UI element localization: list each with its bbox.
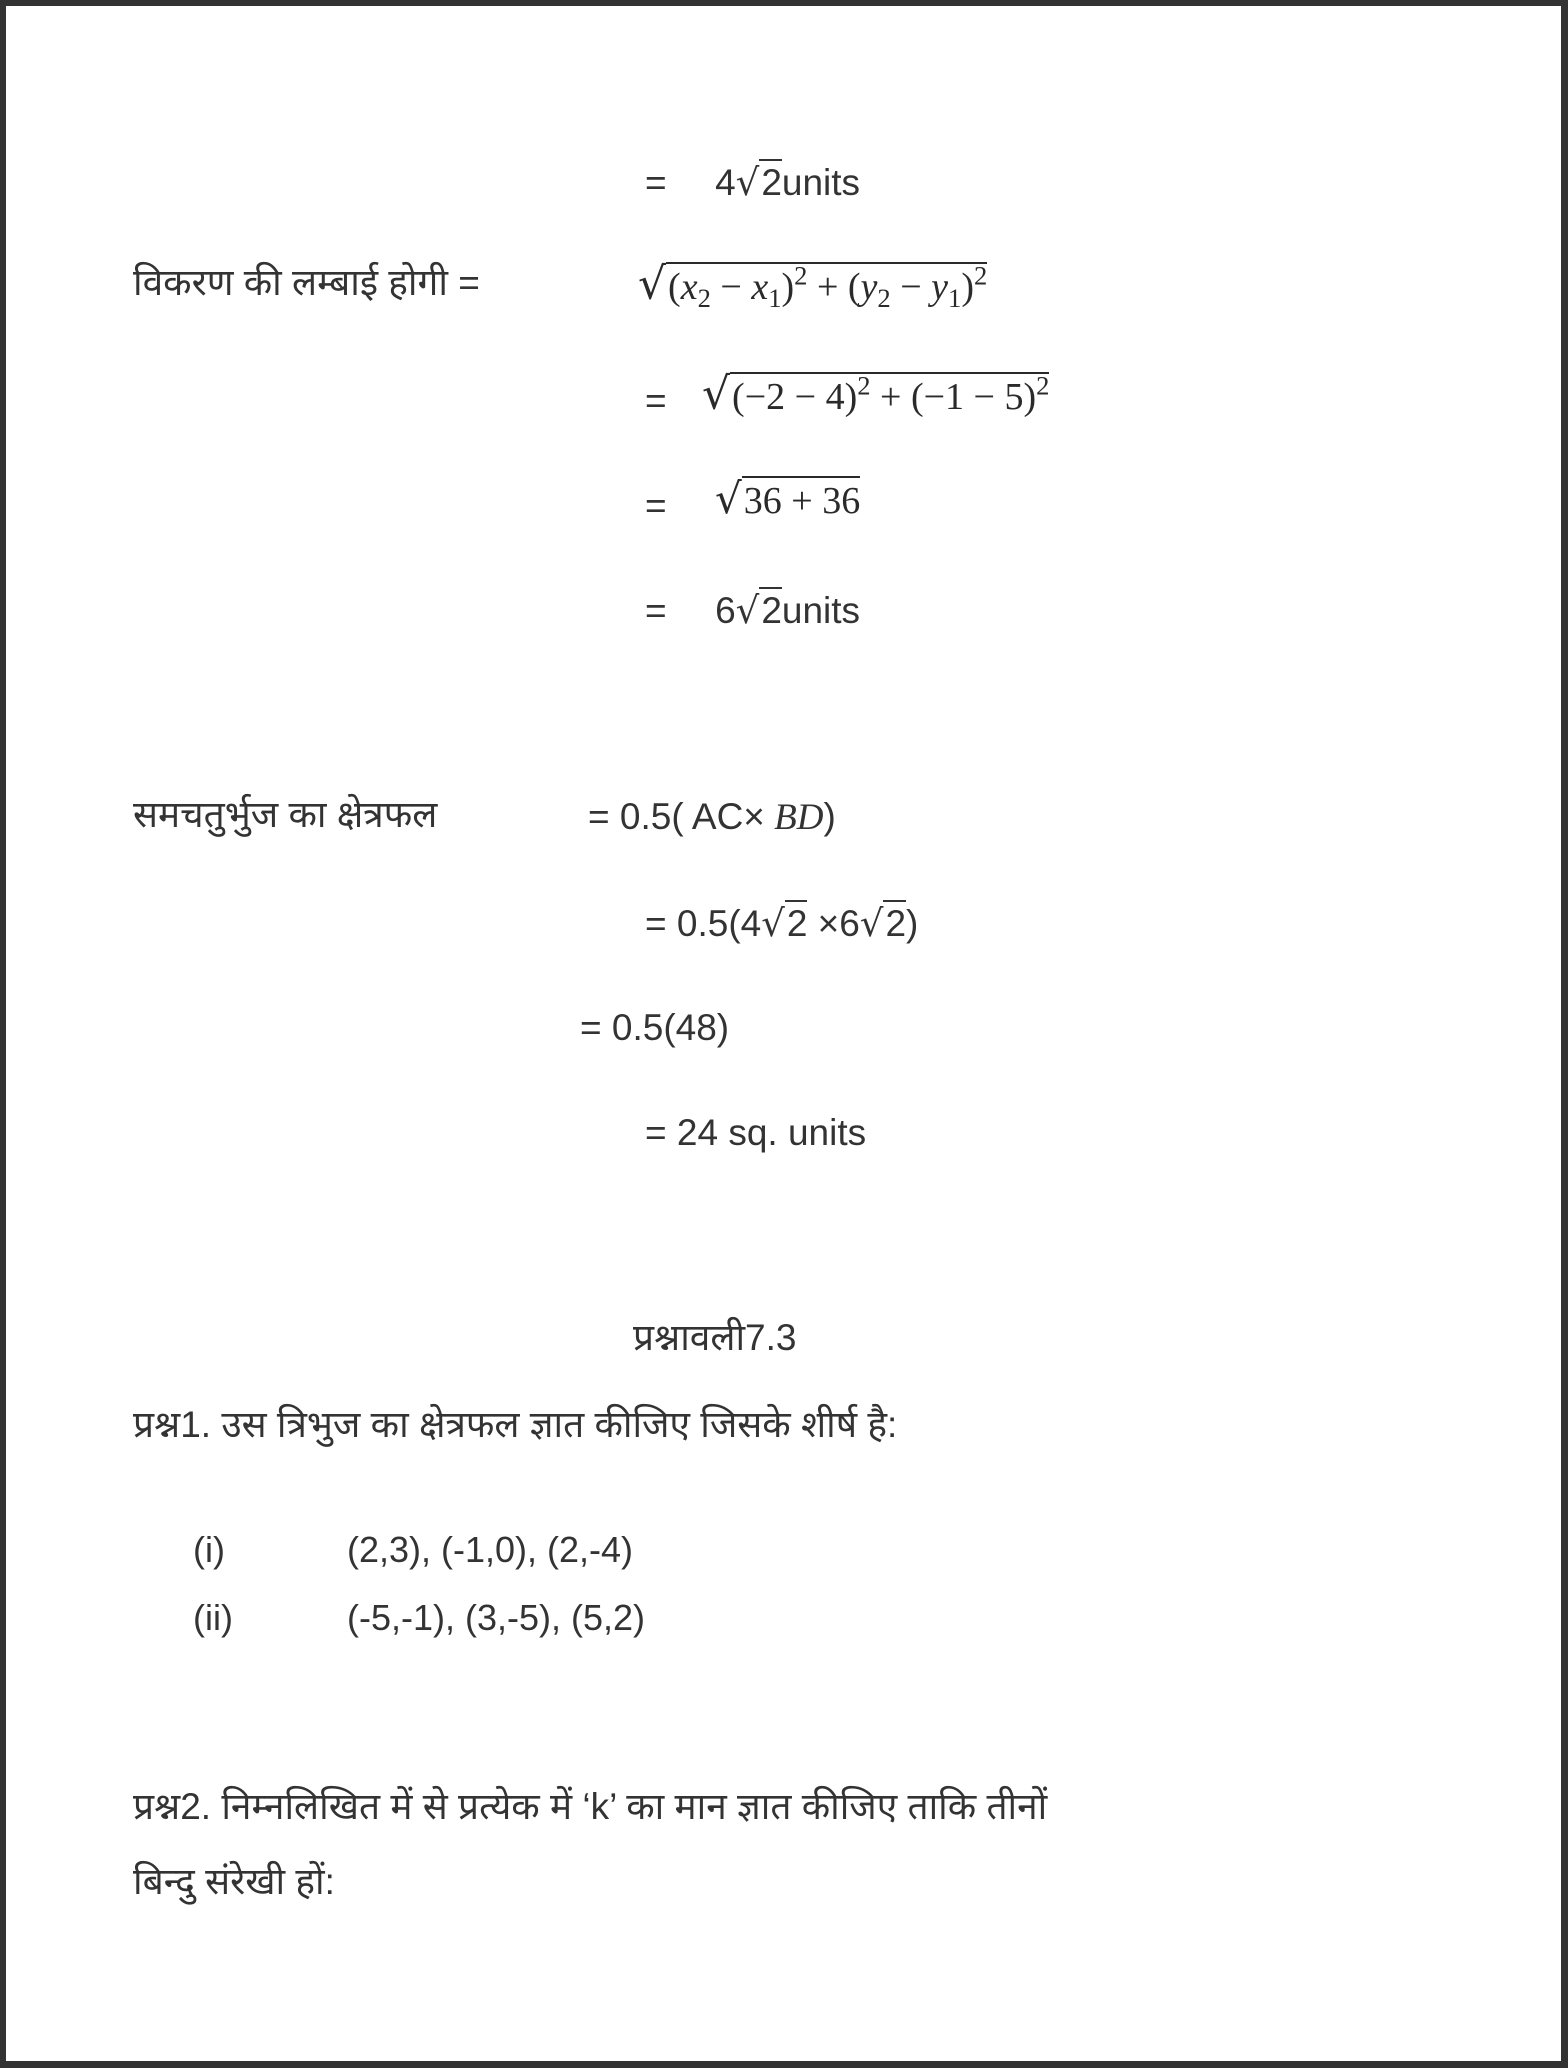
- diagonal-bd: BD: [764, 797, 824, 838]
- equals-sign: =: [588, 796, 610, 837]
- item-vertices: (2,3), (-1,0), (2,-4): [347, 1529, 634, 1570]
- sum-equals: =: [645, 485, 667, 526]
- question-1: प्रश्न1. उस त्रिभुज का क्षेत्रफल ज्ञात कीजिए जिसके शीर्ष है:: [133, 1404, 898, 1445]
- substitution-equals: =: [645, 380, 667, 421]
- equals-sign: =: [458, 262, 480, 303]
- equals-sign: =: [645, 903, 667, 944]
- sqrt-symbol-icon: √: [702, 368, 731, 420]
- substitution-step: [702, 368, 1050, 420]
- sum-step: [715, 474, 861, 523]
- equals-sign: =: [580, 1007, 602, 1048]
- equals-sign: =: [645, 1112, 667, 1153]
- square-root: √2: [761, 902, 808, 945]
- item-vertices: (-5,-1), (3,-5), (5,2): [347, 1597, 646, 1638]
- q1-item-ii: [193, 1597, 646, 1638]
- item-label: (i): [193, 1529, 225, 1570]
- item-label: (ii): [193, 1597, 233, 1638]
- distance-formula: [638, 258, 988, 313]
- square-root: √2: [859, 902, 907, 945]
- unit-label: units: [781, 162, 861, 203]
- diagonal-length-label: विकरण की लम्बाई होगी =: [133, 262, 480, 303]
- equals-sign: =: [645, 162, 667, 203]
- question-2-line-2: बिन्दु संरेखी हों:: [133, 1861, 335, 1902]
- sqrt-symbol-icon: √: [735, 589, 760, 632]
- area-product: = 0.5(48): [580, 1007, 730, 1048]
- square-root: $√(x_2 - x_1)^2 + (y_2 - y_1)^2$: [638, 258, 988, 313]
- rhombus-area-label: समचतुर्भुज का क्षेत्रफल: [133, 794, 438, 835]
- question-2-line-1: प्रश्न2. निम्नलिखित में से प्रत्येक में ‘k’ का मान ज्ञात कीजिए ताकि तीनों: [133, 1786, 1048, 1827]
- document-page: [6, 6, 1561, 2061]
- equals-sign: =: [645, 590, 667, 631]
- sqrt-symbol-icon: √: [638, 258, 667, 310]
- diagonal-bd-result: [645, 589, 861, 632]
- coefficient: 4: [715, 162, 736, 203]
- square-root: √36 + 36: [715, 474, 861, 523]
- sqrt-symbol-icon: √: [715, 474, 742, 523]
- sqrt-symbol-icon: √: [735, 161, 760, 204]
- square-root: √2: [735, 161, 782, 204]
- coefficient: 6: [715, 590, 736, 631]
- square-root: $√(-2 - 4)^2 + (-1 - 5)^2$: [702, 368, 1050, 420]
- diagonal-ac-result: [645, 161, 861, 204]
- rhombus-area-formula: = 0.5( AC× BD): [588, 796, 836, 838]
- area-substitution: = 0.5(4√2 ×6√2): [645, 902, 919, 945]
- exercise-heading: प्रश्नावली7.3: [633, 1317, 797, 1358]
- q1-item-i: [193, 1529, 634, 1570]
- area-final-result: = 24 sq. units: [645, 1112, 867, 1153]
- sqrt-symbol-icon: √: [859, 902, 884, 945]
- sqrt-symbol-icon: √: [761, 902, 785, 945]
- square-root: √2: [735, 589, 782, 632]
- unit-label: units: [781, 590, 861, 631]
